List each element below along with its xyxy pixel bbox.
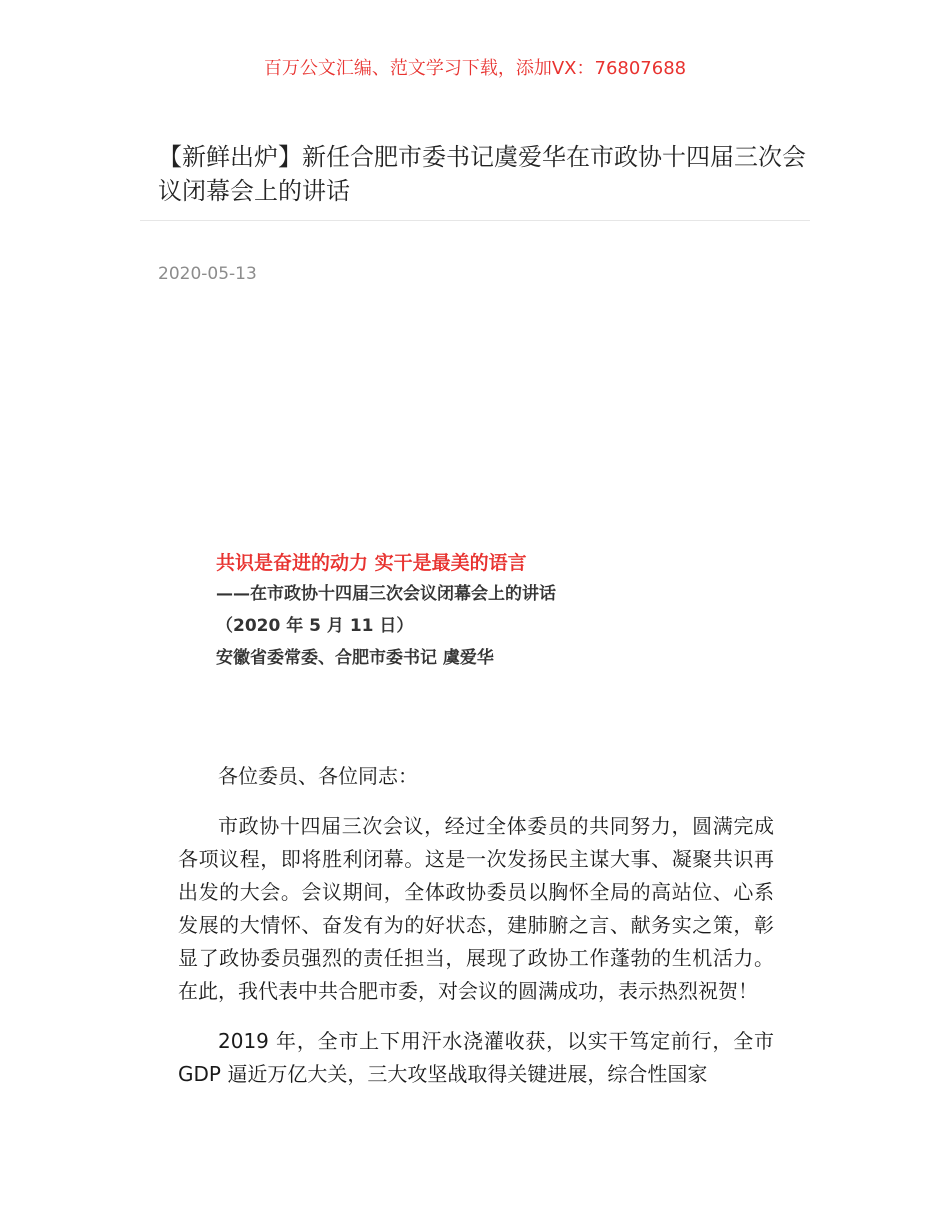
salutation-paragraph: 各位委员、各位同志： [218, 764, 418, 788]
speech-speaker: 安徽省委常委、合肥市委书记 虞爱华 [216, 648, 494, 668]
speech-header [216, 548, 816, 674]
body-paragraph: 市政协十四届三次会议，经过全体委员的共同努力，圆满完成各项议程，即将胜利闭幕。这是一次发扬民主谋大事、凝聚共识再出发的大会。会议期间，全体政协委员以胸怀全局的高站位、心系发展的大情怀、奋发有为的好状态，建肺腑之言、献务实之策，彰显了政协委员强烈的责任担当，展现了政协工作蓬勃的生机活力。在此，我代表中共合肥市委，对会议的圆满成功，表示热烈祝贺！ [178, 814, 774, 1003]
speech-body [178, 760, 774, 1108]
body-paragraph: 2019 年，全市上下用汗水浇灌收获，以实干笃定前行，全市 GDP 逼近万亿大关，三大攻坚战取得关键进展，综合性国家 [178, 1029, 774, 1086]
title-divider [140, 220, 810, 221]
publish-date: 2020-05-13 [158, 264, 257, 284]
speech-title: 共识是奋进的动力 实干是最美的语言 [216, 552, 527, 574]
speech-date: （2020 年 5 月 11 日） [216, 616, 414, 636]
speech-subtitle: ——在市政协十四届三次会议闭幕会上的讲话 [216, 584, 556, 604]
article-title: 【新鲜出炉】新任合肥市委书记虞爱华在市政协十四届三次会议闭幕会上的讲话 [158, 143, 806, 205]
download-banner: 百万公文汇编、范文学习下载，添加VX：76807688 [263, 58, 687, 79]
